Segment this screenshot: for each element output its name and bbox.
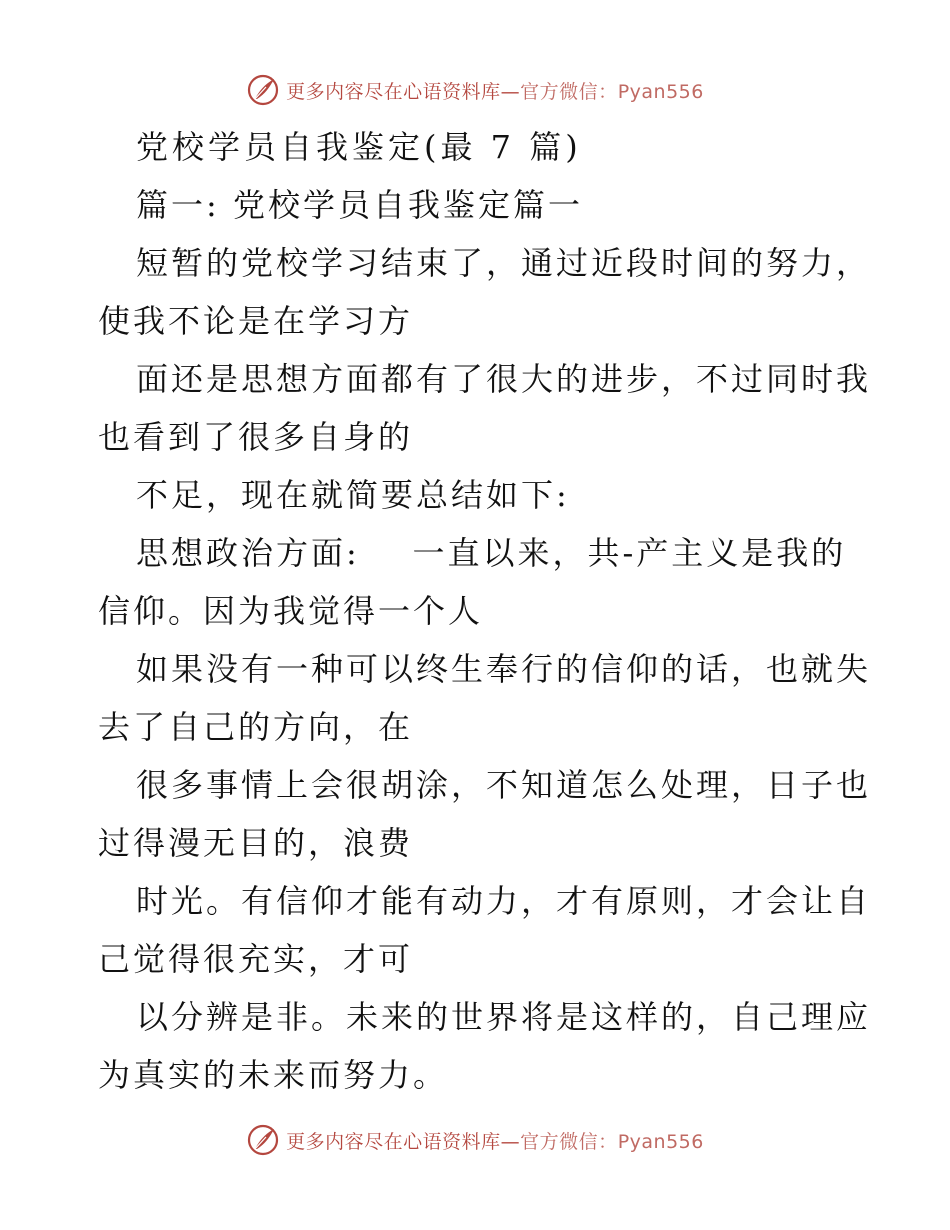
banner-text (286, 1127, 704, 1154)
paragraph-line: 信仰。因为我觉得一个人 (98, 592, 484, 630)
banner-wechat-id: Pyan556 (617, 80, 704, 103)
banner-dash: — (500, 80, 521, 103)
paragraph-line: 时光。有信仰才能有动力，才有原则，才会让自 (136, 882, 872, 920)
paragraph-line: 面还是思想方面都有了很大的进步，不过同时我 (136, 360, 872, 398)
paragraph-line: 为真实的未来而努力。 (98, 1056, 449, 1094)
document-title: 党校学员自我鉴定(最 7 篇) (136, 128, 582, 166)
banner-wechat-id: Pyan556 (617, 1130, 704, 1153)
footer-banner (0, 1120, 950, 1160)
paragraph-line: 如果没有一种可以终生奉行的信仰的话，也就失 (136, 650, 872, 688)
paragraph-line: 思想政治方面: 一直以来，共-产主义是我的 (136, 534, 847, 572)
banner-wechat-label: 官方微信： (520, 80, 618, 103)
paragraph-line: 过得漫无目的，浪费 (98, 824, 414, 862)
banner-wechat-label: 官方微信： (520, 1130, 618, 1153)
feather-pen-logo-icon (246, 73, 280, 107)
banner-site-name: 更多内容尽在心语资料库 (286, 1130, 501, 1153)
paragraph-line: 篇一: 党校学员自我鉴定篇一 (136, 186, 583, 224)
document-body (98, 118, 872, 1104)
banner-site-name: 更多内容尽在心语资料库 (286, 80, 501, 103)
paragraph-line: 以分辨是非。未来的世界将是这样的，自己理应 (136, 998, 872, 1036)
paragraph-line: 己觉得很充实，才可 (98, 940, 414, 978)
paragraph-line: 短暂的党校学习结束了，通过近段时间的努力， (136, 244, 872, 282)
paragraph-line: 不足，现在就简要总结如下: (136, 476, 570, 514)
paragraph-line: 去了自己的方向，在 (98, 708, 414, 746)
feather-pen-logo-icon (246, 1123, 280, 1157)
header-banner (0, 70, 950, 110)
paragraph-line: 也看到了很多自身的 (98, 418, 414, 456)
paragraph-line: 使我不论是在学习方 (98, 302, 414, 340)
banner-text (286, 77, 704, 104)
paragraph-line: 很多事情上会很胡涂，不知道怎么处理，日子也 (136, 766, 872, 804)
banner-dash: — (500, 1130, 521, 1153)
